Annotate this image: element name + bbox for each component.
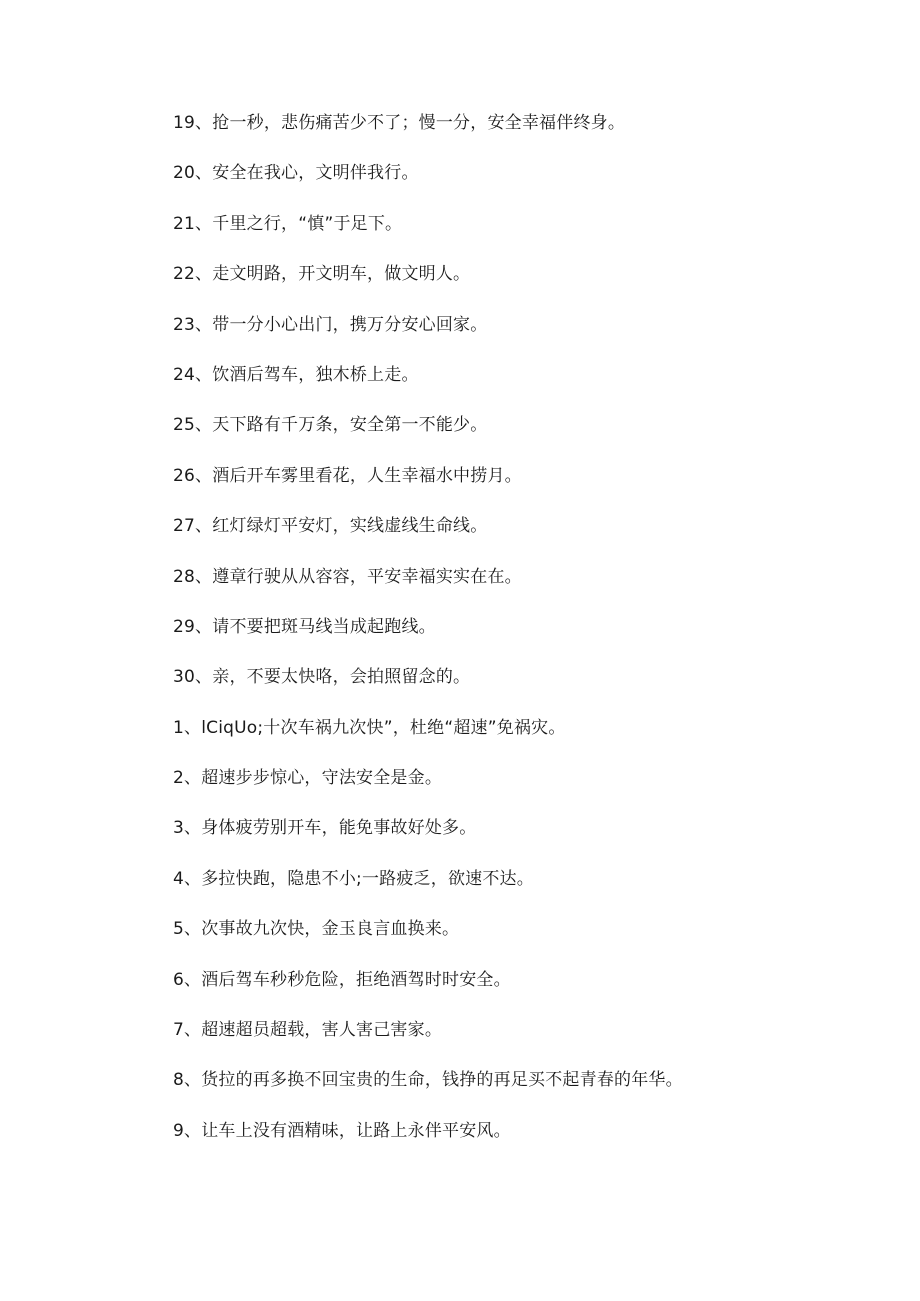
- list-item: [173, 815, 893, 865]
- item-text: 、货拉的再多换不回宝贵的生命，钱挣的再足买不起青春的年华。: [184, 1070, 683, 1091]
- list-item: [173, 1017, 893, 1067]
- item-text: 、走文明路，开文明车，做文明人。: [195, 264, 471, 285]
- item-number: 6: [173, 969, 185, 990]
- item-number: 28: [173, 566, 196, 587]
- item-number: 19: [173, 113, 196, 133]
- item-number: 7: [173, 1020, 185, 1041]
- item-text: 、酒后开车雾里看花，人生幸福水中捞月。: [195, 465, 522, 486]
- item-text: 、带一分小心出门，携万分安心回家。: [195, 314, 488, 335]
- item-text: 、让车上没有酒精味，让路上永伴平安风。: [184, 1120, 511, 1141]
- list-item: [173, 866, 893, 916]
- list-item: [173, 664, 893, 714]
- item-number: 22: [173, 264, 196, 285]
- item-text: 、抢一秒，悲伤痛苦少不了；慢一分，安全幸福伴终身。: [195, 113, 626, 133]
- item-number: 3: [173, 818, 185, 839]
- list-item: [173, 1118, 893, 1168]
- item-number: 24: [173, 364, 196, 385]
- item-number: 30: [173, 667, 196, 688]
- item-text: 、次事故九次快，金玉良言血换来。: [184, 919, 460, 940]
- item-text: 、安全在我心，文明伴我行。: [195, 163, 419, 184]
- item-number: 20: [173, 163, 196, 184]
- item-text: 、身体疲劳别开车，能免事故好处多。: [184, 818, 477, 839]
- list-item: [173, 261, 893, 311]
- item-number: 9: [173, 1120, 185, 1141]
- list-item: [173, 211, 893, 261]
- item-text: 、饮酒后驾车，独木桥上走。: [195, 364, 419, 385]
- item-text: 、lCiqUo;十次车祸九次快”，杜绝“超速”免祸灾。: [184, 717, 566, 738]
- item-number: 21: [173, 213, 196, 234]
- list-item: [173, 564, 893, 614]
- item-text: 、红灯绿灯平安灯，实线虚线生命线。: [195, 516, 488, 537]
- slogan-list: [173, 110, 893, 1168]
- list-item: [173, 412, 893, 462]
- item-text: 、天下路有千万条，安全第一不能少。: [195, 415, 488, 436]
- item-text: 、超速步步惊心，守法安全是金。: [184, 768, 443, 789]
- item-number: 27: [173, 516, 196, 537]
- item-text: 、多拉快跑，隐患不小;一路疲乏，欲速不达。: [184, 868, 534, 889]
- list-item: [173, 160, 893, 210]
- item-number: 4: [173, 868, 185, 889]
- list-item: [173, 967, 893, 1017]
- list-item: [173, 312, 893, 362]
- list-item: [173, 362, 893, 412]
- list-item: [173, 110, 893, 160]
- item-text: 、酒后驾车秒秒危险，拒绝酒驾时时安全。: [184, 969, 511, 990]
- item-number: 5: [173, 919, 185, 940]
- item-text: 、超速超员超载，害人害己害家。: [184, 1020, 443, 1041]
- item-number: 26: [173, 465, 196, 486]
- item-number: 1: [173, 717, 185, 738]
- item-text: 、请不要把斑马线当成起跑线。: [195, 616, 436, 637]
- list-item: [173, 715, 893, 765]
- item-number: 25: [173, 415, 196, 436]
- item-number: 2: [173, 768, 185, 789]
- item-text: 、千里之行，“慎”于足下。: [195, 213, 403, 234]
- item-number: 29: [173, 616, 196, 637]
- item-number: 23: [173, 314, 196, 335]
- item-text: 、遵章行驶从从容容，平安幸福实实在在。: [195, 566, 522, 587]
- list-item: [173, 1067, 893, 1117]
- list-item: [173, 916, 893, 966]
- list-item: [173, 614, 893, 664]
- item-number: 8: [173, 1070, 185, 1091]
- list-item: [173, 513, 893, 563]
- list-item: [173, 765, 893, 815]
- item-text: 、亲，不要太快咯，会拍照留念的。: [195, 667, 471, 688]
- list-item: [173, 463, 893, 513]
